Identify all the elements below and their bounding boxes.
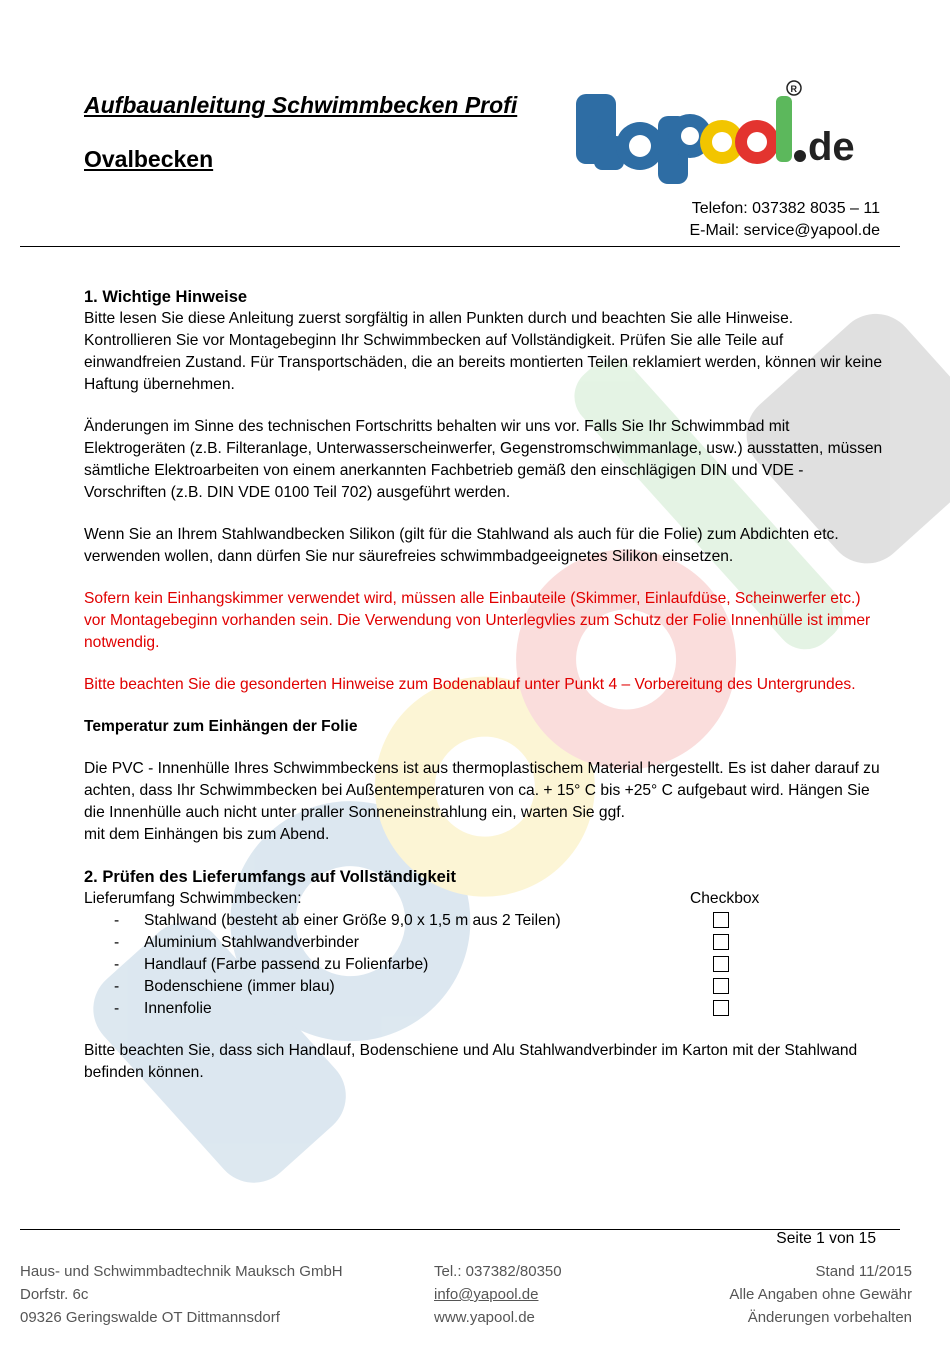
- scope-header: [84, 888, 884, 910]
- list-dash: -: [114, 1000, 120, 1017]
- page-title: Aufbauanleitung Schwimmbecken Profi: [84, 92, 518, 118]
- yapool-logo: [572, 76, 872, 196]
- list-item: [84, 998, 884, 1020]
- list-item-label: Innenfolie: [144, 1000, 212, 1017]
- scope-checkbox[interactable]: [713, 912, 729, 928]
- scope-checkbox[interactable]: [713, 1000, 729, 1016]
- list-item-label: Stahlwand (besteht ab einer Größe 9,0 x 1,5 m aus 2 Teilen): [144, 912, 561, 929]
- header-divider: [20, 246, 900, 247]
- footer-address: [20, 1260, 343, 1329]
- contact-block: [689, 198, 880, 242]
- checkbox-column-label: Checkbox: [690, 890, 760, 907]
- temperature-subheading: Temperatur zum Einhängen der Folie: [84, 718, 358, 735]
- footer-web[interactable]: www.yapool.de: [434, 1309, 535, 1326]
- footer-tel: Tel.: 037382/80350: [434, 1263, 562, 1280]
- warning-paragraph-2: Bitte beachten Sie die gesonderten Hinweise zum Bodenablauf unter Punkt 4 – Vorbereitung des Untergrundes.: [84, 676, 856, 693]
- footer-stand: Stand 11/2015: [815, 1263, 912, 1280]
- list-dash: -: [114, 956, 120, 973]
- list-item: [84, 976, 884, 998]
- footer-legal: [729, 1260, 912, 1329]
- list-item: [84, 954, 884, 976]
- svg-text:R: R: [790, 84, 797, 94]
- list-item: [84, 910, 884, 932]
- scope-list: [84, 910, 884, 1020]
- scope-checkbox[interactable]: [713, 956, 729, 972]
- scope-label: Lieferumfang Schwimmbecken:: [84, 890, 302, 907]
- section-1-heading: 1. Wichtige Hinweise: [84, 288, 248, 306]
- svg-text:de: de: [808, 125, 855, 169]
- footer-street: Dorfstr. 6c: [20, 1286, 89, 1303]
- footer-company: Haus- und Schwimmbadtechnik Mauksch GmbH: [20, 1263, 343, 1280]
- scope-checkbox[interactable]: [713, 978, 729, 994]
- warning-paragraph-1: Sofern kein Einhangskimmer verwendet wird, müssen alle Einbauteile (Skimmer, Einlaufdüse, Scheinwerfer etc.) vor Montagebeginn vorhanden sein. Die Verwendung von Unterlegvlies zum Schutz der Folie Innenhülle ist immer notwendig.: [84, 590, 871, 651]
- list-item-label: Handlauf (Farbe passend zu Folienfarbe): [144, 956, 429, 973]
- scope-note: Bitte beachten Sie, dass sich Handlauf, Bodenschiene und Alu Stahlwandverbinder im Karton mit der Stahlwand befinden können.: [84, 1042, 858, 1081]
- footer-changes: Änderungen vorbehalten: [747, 1309, 912, 1326]
- page-number: Seite 1 von 15: [776, 1230, 876, 1247]
- list-dash: -: [114, 934, 120, 951]
- temperature-paragraph-end: mit dem Einhängen bis zum Abend.: [84, 826, 330, 843]
- temperature-paragraph: Die PVC - Innenhülle Ihres Schwimmbeckens ist aus thermoplastischem Material hergestellt. Es ist daher darauf zu achten, dass Ihr Schwimmbecken bei Außentemperaturen von ca. + 15° C bis +25° C aufgebaut wird. Hängen Sie die Innenhülle auch nicht unter praller Sonneneinstrahlung ein, warten Sie ggf.: [84, 760, 880, 821]
- section-2-heading: 2. Prüfen des Lieferumfangs auf Vollständigkeit: [84, 868, 456, 886]
- contact-email: E-Mail: service@yapool.de: [689, 222, 880, 239]
- contact-phone: Telefon: 037382 8035 – 11: [691, 200, 880, 217]
- footer-disclaimer: Alle Angaben ohne Gewähr: [729, 1286, 912, 1303]
- section-1-paragraph-3: Wenn Sie an Ihrem Stahlwandbecken Silikon (gilt für die Stahlwand als auch für die Folie) zum Abdichten etc. verwenden wollen, dann dürfen Sie nur säurefreies schwimmbadgeeignetes Silikon einsetzen.: [84, 526, 839, 565]
- footer-divider: [20, 1229, 900, 1230]
- list-item: [84, 932, 884, 954]
- scope-checkbox[interactable]: [713, 934, 729, 950]
- main-content: [84, 286, 884, 1084]
- list-item-label: Bodenschiene (immer blau): [144, 978, 335, 995]
- list-dash: -: [114, 978, 120, 995]
- footer-city: 09326 Geringswalde OT Dittmannsdorf: [20, 1309, 280, 1326]
- page-subtitle: Ovalbecken: [84, 146, 214, 172]
- footer-contact: [434, 1260, 562, 1329]
- section-1-paragraph-2: Änderungen im Sinne des technischen Fortschritts behalten wir uns vor. Falls Sie Ihr Schwimmbad mit Elektrogeräten (z.B. Filteranlage, Unterwasserscheinwerfer, Gegenstromschwimmanlage, usw.) ausstatten, müssen sämtliche Elektroarbeiten von einem anerkannten Fachbetrieb gemäß den einschlägigen DIN und VDE - Vorschriften (z.B. DIN VDE 0100 Teil 702) ausgeführt werden.: [84, 418, 883, 501]
- list-item-label: Aluminium Stahlwandverbinder: [144, 934, 359, 951]
- section-1-paragraph-1: Bitte lesen Sie diese Anleitung zuerst sorgfältig in allen Punkten durch und beachten Sie alle Hinweise. Kontrollieren Sie vor Montagebeginn Ihr Schwimmbecken auf Vollständigkeit. Prüfen Sie alle Teile auf einwandfreien Zustand. Für Transportschäden, die an bereits montierten Teilen reklamiert werden, können wir keine Haftung übernehmen.: [84, 310, 883, 393]
- footer-email-link[interactable]: info@yapool.de: [434, 1286, 539, 1303]
- list-dash: -: [114, 912, 120, 929]
